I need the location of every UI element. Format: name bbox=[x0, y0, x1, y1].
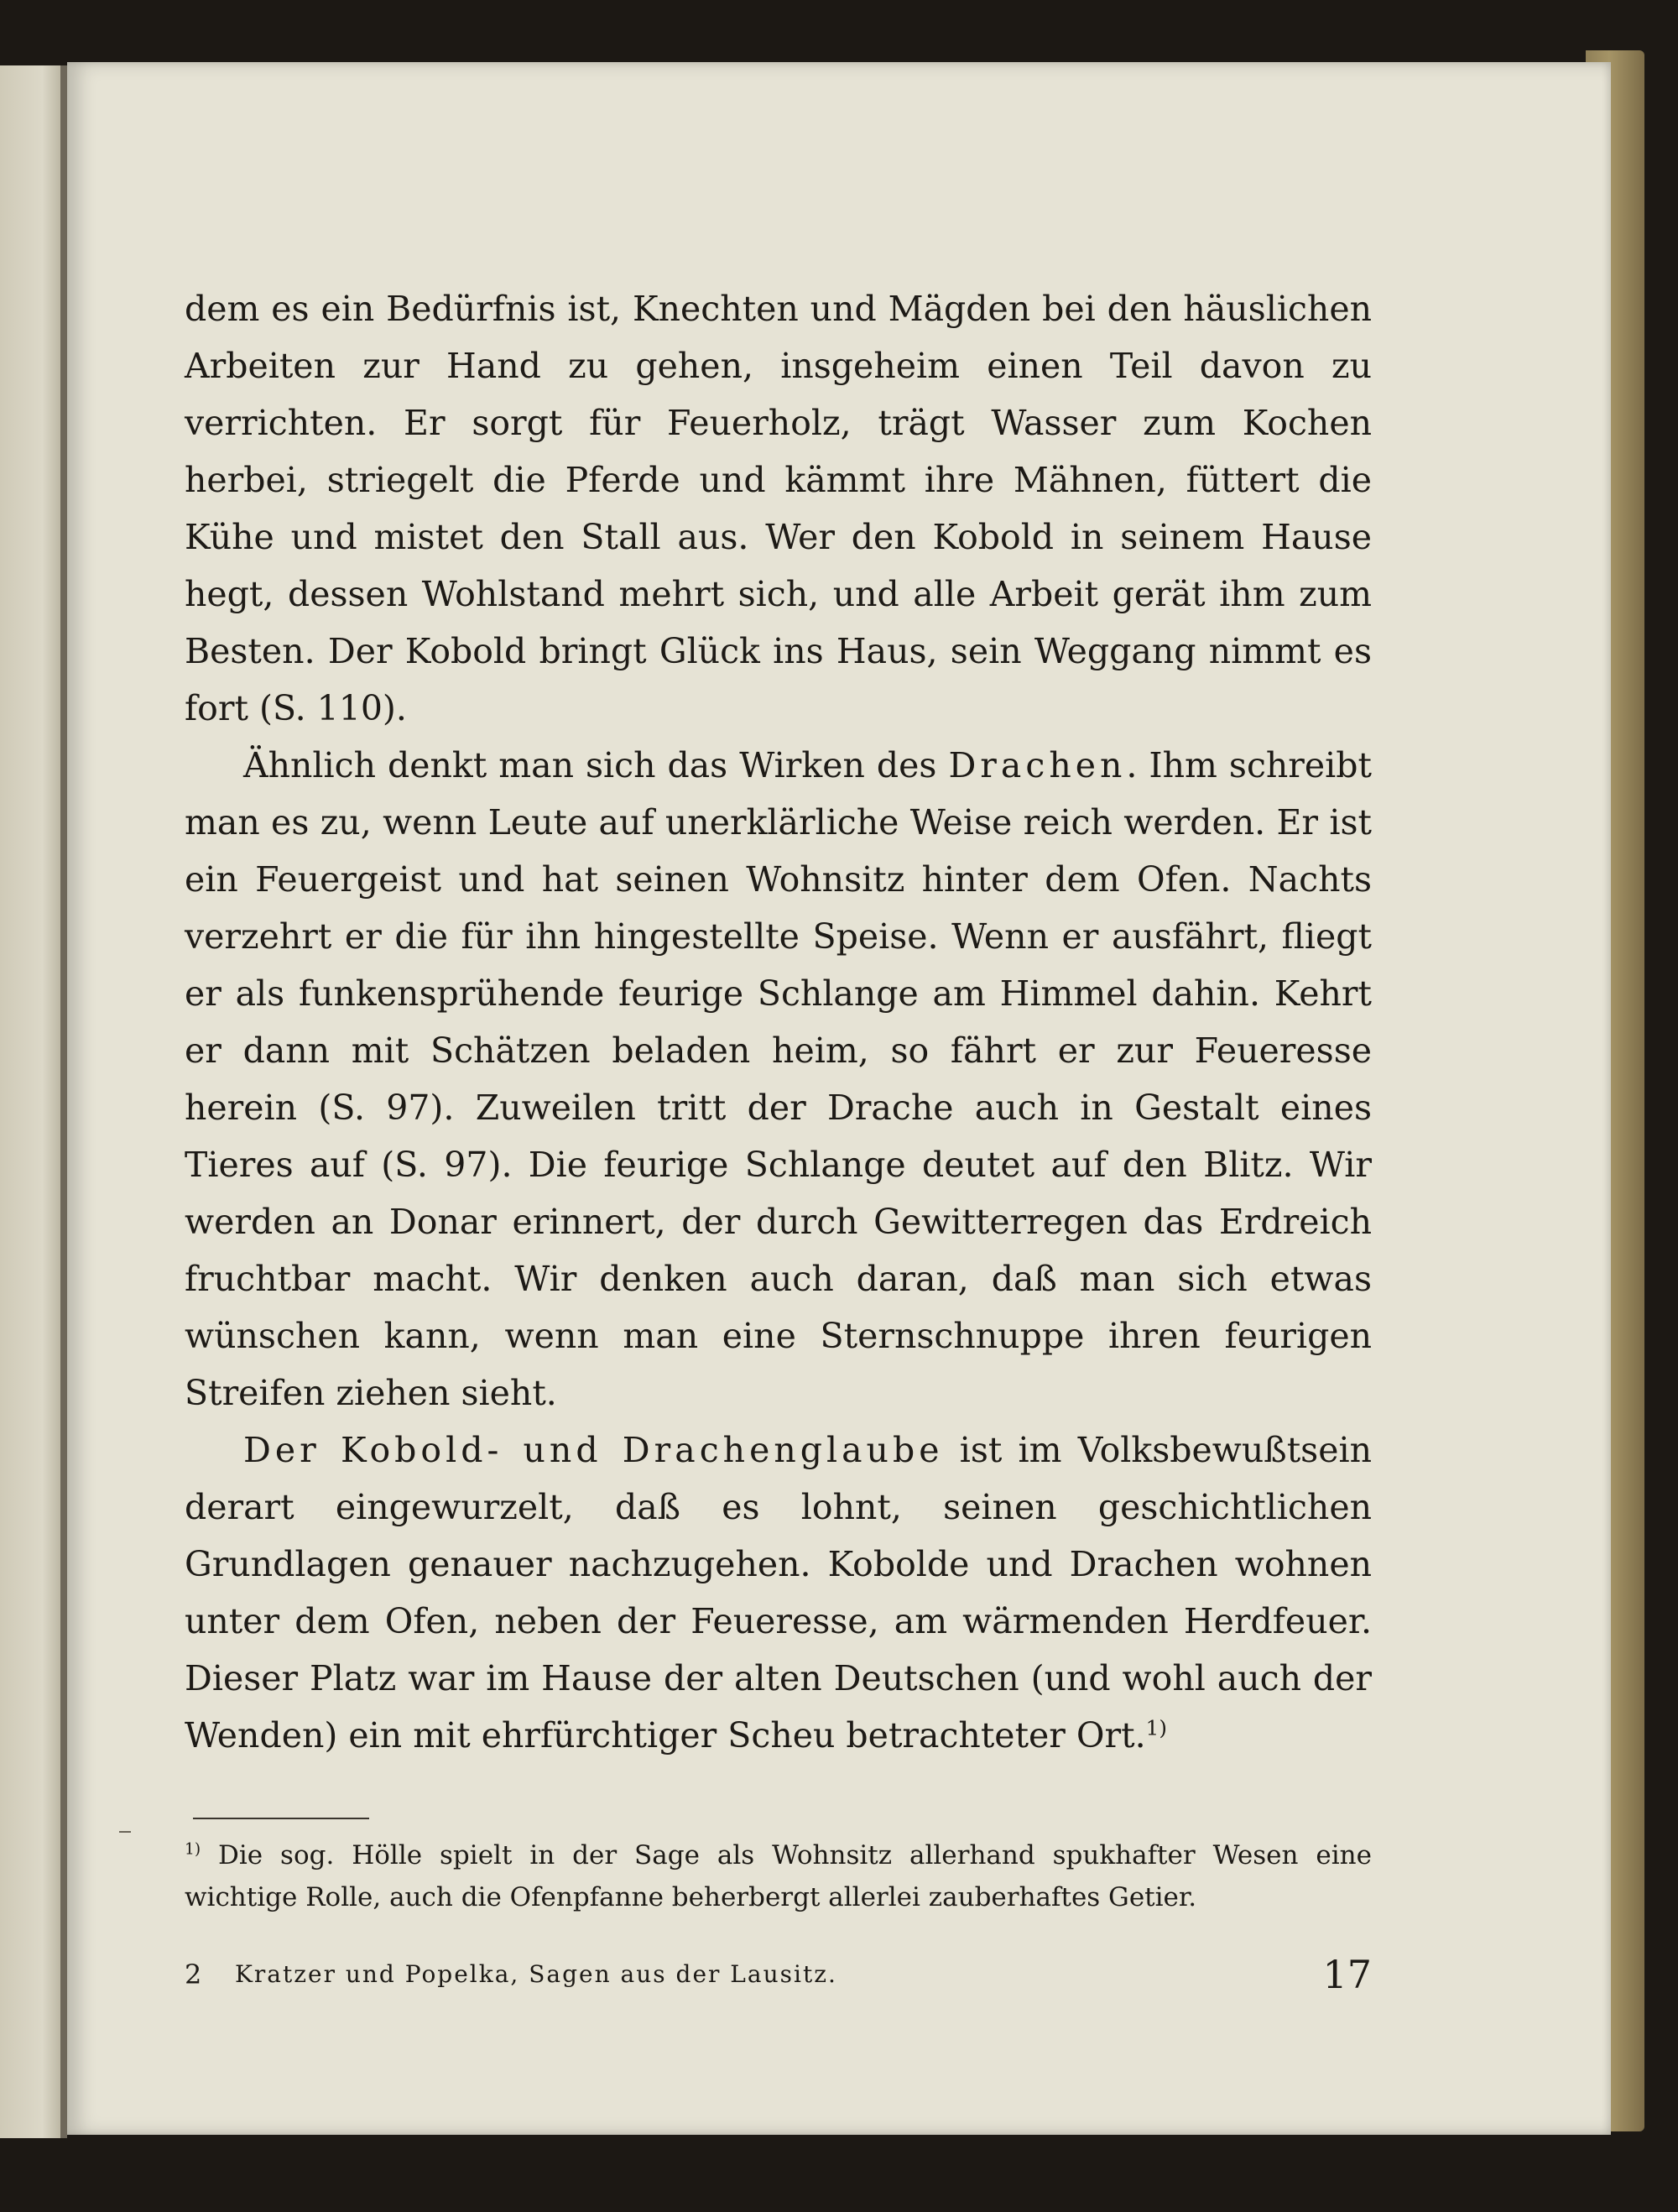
book-gutter bbox=[60, 65, 67, 2138]
paragraph-3 bbox=[185, 1422, 1372, 1764]
footnote-reference: 1) bbox=[1145, 1715, 1167, 1740]
paragraph-2 bbox=[185, 737, 1372, 1422]
footnote-rule bbox=[193, 1818, 369, 1819]
paragraph-2-text-rest: . Ihm schreibt man es zu, wenn Leute auf unerklärliche Weise reich werden. Er ist ein Feuergeist und hat seinen Wohnsitz hinter dem Ofen. Nachts verzehrt er die für ihn hingestellte Speise. Wenn er ausfährt, fliegt er als funkensprühende feurige Schlange am Himmel dahin. Kehrt er dann mit Schätzen beladen heim, so fährt er zur Feueresse herein (S. 97). Zuweilen tritt der Drache auch in Gestalt eines Tieres auf (S. 97). Die feurige Schlange deutet auf den Blitz. Wir werden an Donar erinnert, der durch Gewitterregen das Erdreich fruchtbar macht. Wir denken auch daran, daß man sich etwas wünschen kann, wenn man eine Sternschnuppe ihren feurigen Streifen ziehen sieht. bbox=[185, 745, 1373, 1413]
footnote-text: Die sog. Hölle spielt in der Sage als Wohnsitz allerhand spukhafter Wesen eine wichtige Rolle, auch die Ofenpfanne beherbergt allerlei zauberhaftes Getier. bbox=[185, 1840, 1372, 1912]
footnote bbox=[185, 1834, 1372, 1918]
signature-mark: 2 bbox=[185, 1959, 202, 1990]
paragraph-2-text-start: Ähnlich denkt man sich das Wirken des bbox=[243, 745, 949, 785]
page-footer bbox=[185, 1952, 1372, 2002]
paragraph-3-text: ist im Volksbewußtsein derart eingewurzelt, daß es lohnt, seinen geschichtlichen Grundlagen genauer nachzugehen. Kobolde und Drachen wohnen unter dem Ofen, neben der Feueresse, am wärmenden Herdfeuer. Dieser Platz war im Hause der alten Deutschen (und wohl auch der Wenden) ein mit ehrfürchtiger Scheu betrachteter Ort. bbox=[185, 1430, 1372, 1756]
paragraph-1 bbox=[185, 280, 1372, 737]
paragraph-1-text: dem es ein Bedürfnis ist, Knechten und Mägden bei den häuslichen Arbeiten zur Hand zu gehen, insgeheim einen Teil davon zu verrichten. Er sorgt für Feuerholz, trägt Wasser zum Kochen herbei, striegelt die Pferde und kämmt ihre Mähnen, füttert die Kühe und mistet den Stall aus. Wer den Kobold in seinem Hause hegt, dessen Wohlstand mehrt sich, und alle Arbeit gerät ihm zum Besten. Der Kobold bringt Glück ins Haus, sein Weggang nimmt es fort (S. 110). bbox=[185, 289, 1372, 728]
running-title: Kratzer und Popelka, Sagen aus der Lausitz. bbox=[235, 1960, 837, 1988]
emphasis-drachen: Drachen bbox=[948, 745, 1127, 785]
emphasis-kobold-und-drachenglaube: Der Kobold- und Drachenglaube bbox=[243, 1430, 944, 1470]
page-number: 17 bbox=[1322, 1952, 1372, 1997]
margin-mark bbox=[119, 1831, 131, 1833]
body-text bbox=[185, 280, 1372, 1764]
book-page bbox=[67, 62, 1611, 2135]
left-page-edge bbox=[0, 65, 60, 2138]
footnote-marker: 1) bbox=[185, 1840, 201, 1859]
